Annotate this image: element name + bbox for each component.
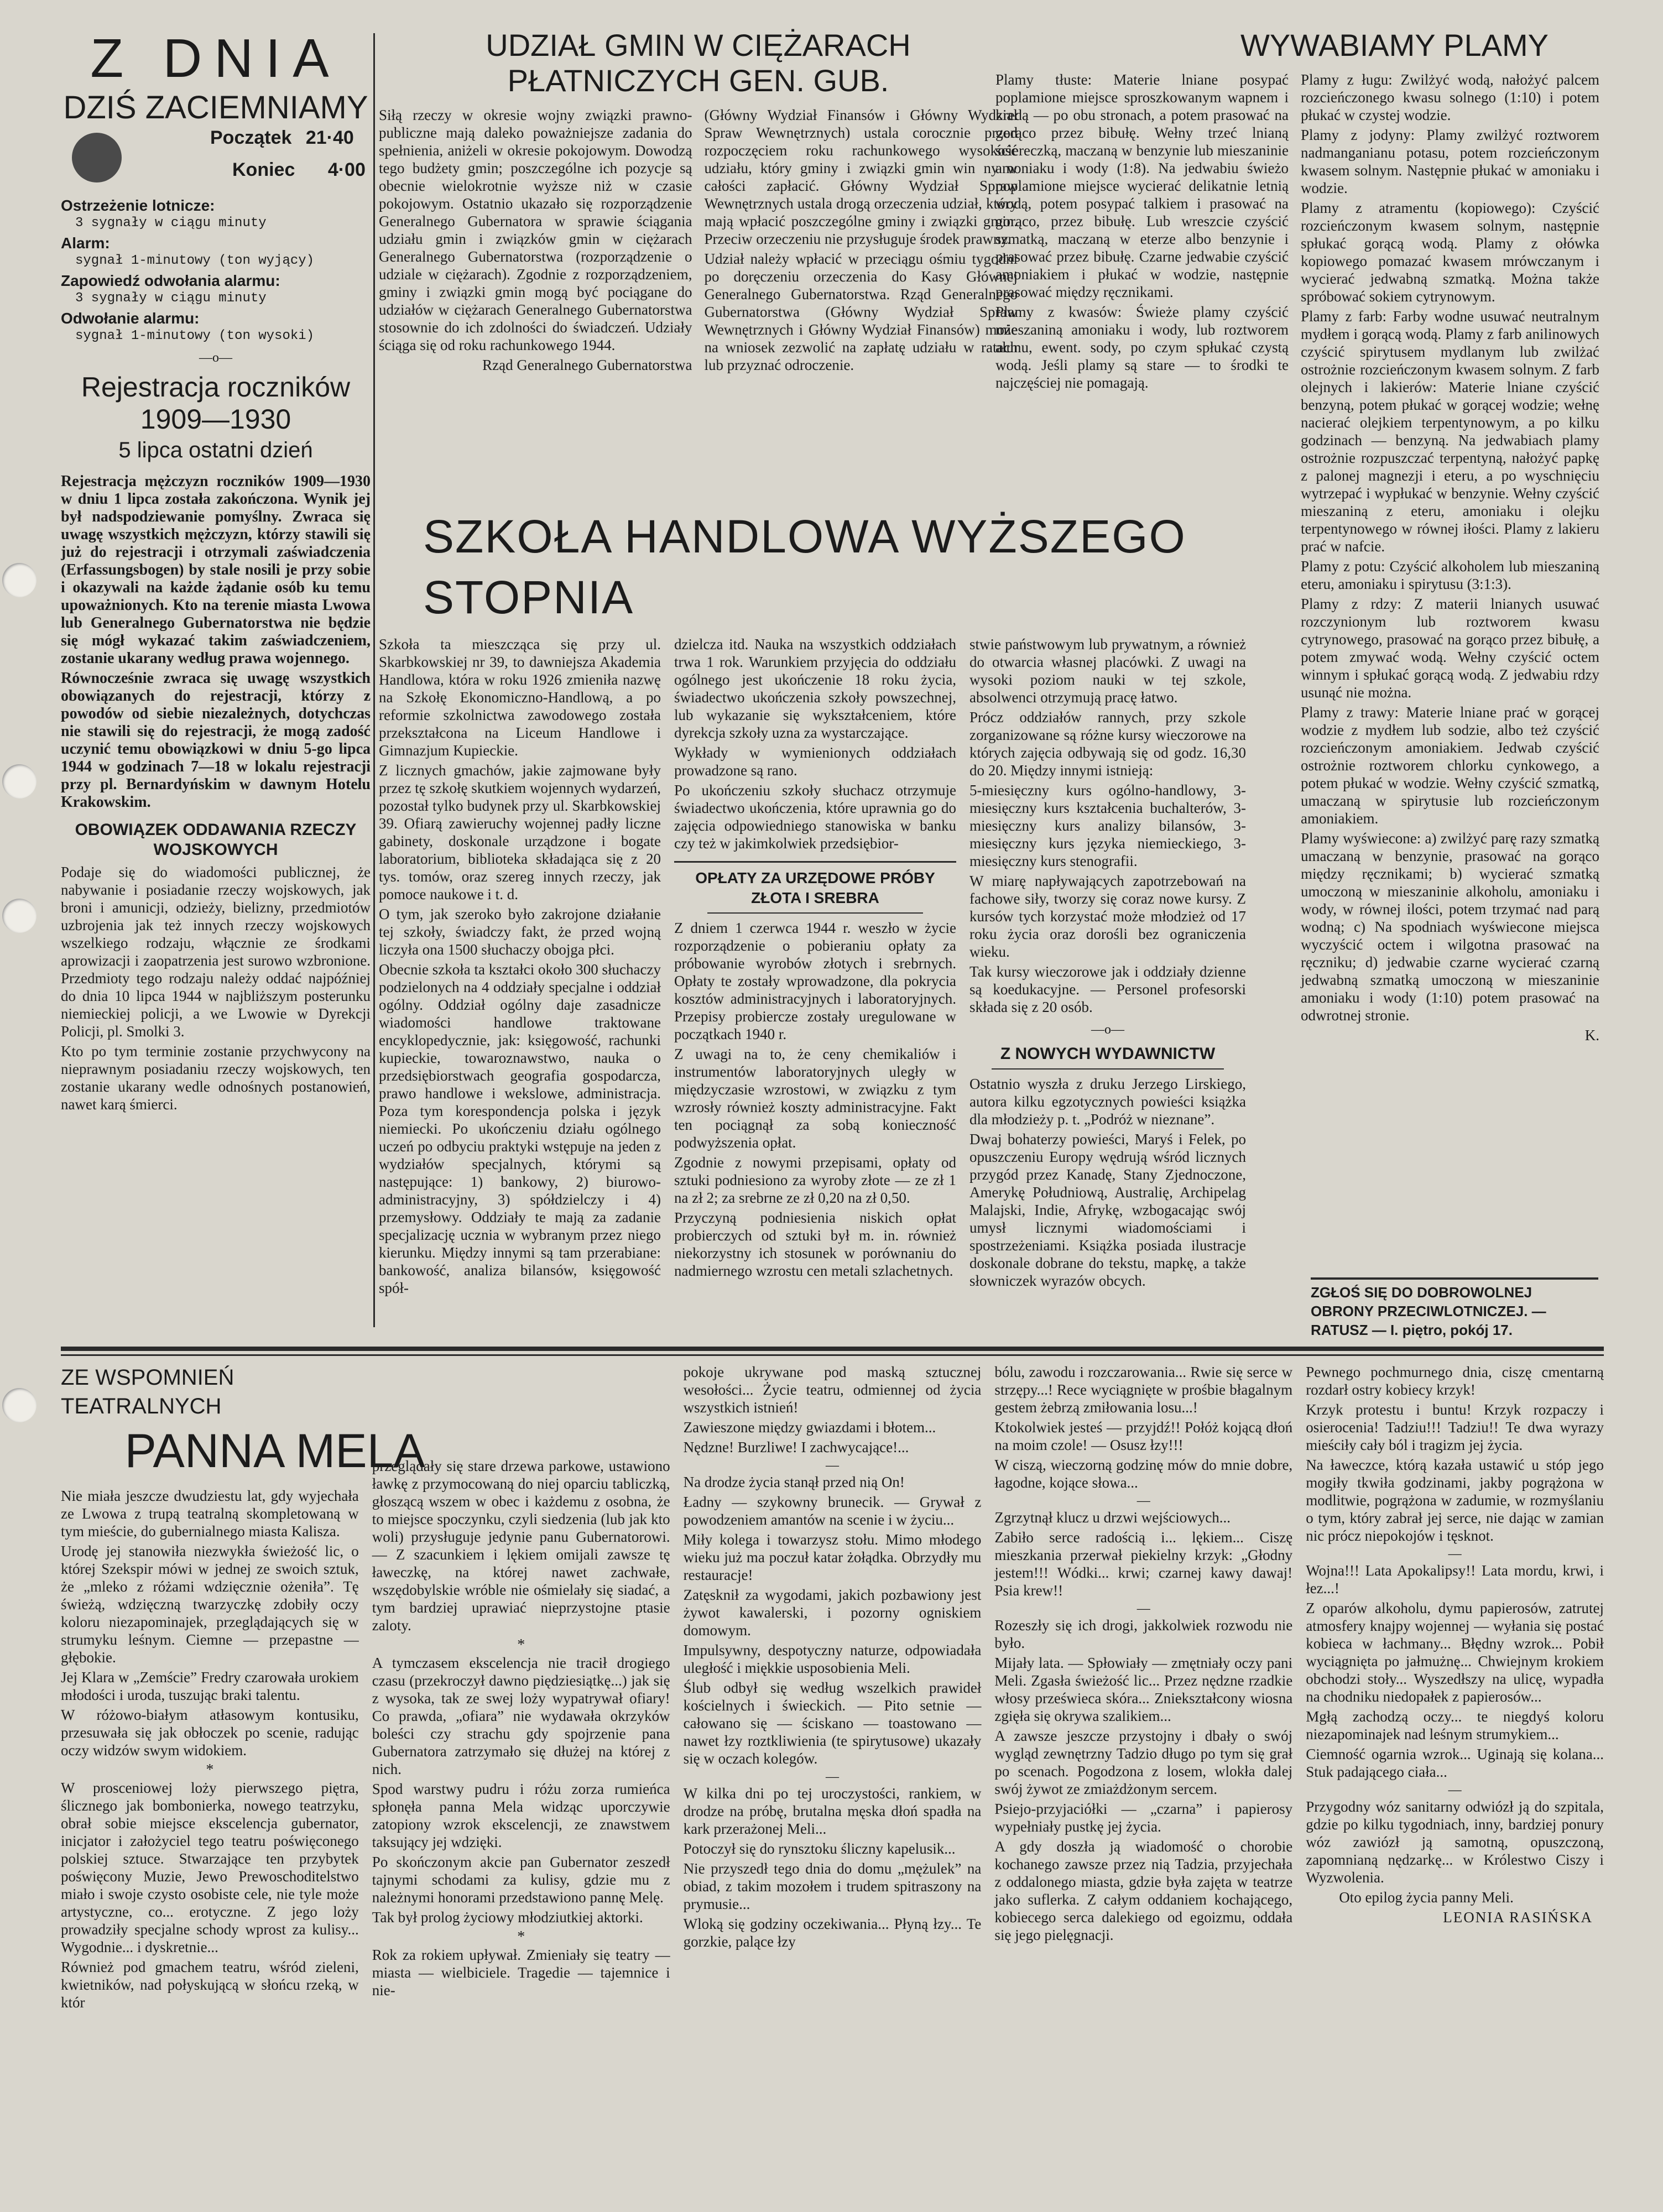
gminy-text: Udział należy wpłacić w przeciągu ośmiu tygodni po doręczeniu orzeczenia do Kasy Głównej Generalnego Gubernatorstwa. Rząd Generalnego Gubernatorstwa (Główny Wydział Spraw Wewnętrznych i Główny Wydział Finansów) może na wniosek zezwolić na zapłatę udziału w ratach lub przyznać odroczenie. bbox=[704, 251, 1018, 373]
binder-hole bbox=[2, 764, 37, 799]
szkola-text: Obecnie szkoła ta kształci około 300 słuchaczy podzielonych na 4 oddziały specjalne i oddział ogólny. Oddział ogólny daje zasadnicze wiadomości handlowe traktowane encyklopedycznie, jak: księgowość, rachunki kupieckie, towaroznawstwo, nauka o przedsiębiorstwach geografia gospodarcza, prawo handlowe i wekslowe, administracja. Poza tym korespondencja polska i język niemiecki. Po ukończeniu działu ogólnego uczeń po odbyciu praktyki wstępuje na jeden z wydziałów specjalnych, którymi są następujące: 1) bankowy, 2) biurowo-administracyjny, 3) spółdzielczy i 4) przemysłowy. Oddziały te mają za zadanie specjalizację ucznia w wybranym przez niego kierunku. Między innymi są tam przerabiane: bankowość, analiza bilansów, księgowość spół- bbox=[379, 961, 661, 1296]
story-text: Ciemność ogarnia wzrok... Uginają się kolana... Stuk padającego ciała... bbox=[1306, 1746, 1604, 1780]
szkola-text: stwie państwowym lub prywatnym, a również do otwarcia własnej placówki. Z uwagi na wysoki poziom nauki w tej szkole, absolwenci otrzymują pracę łatwo. bbox=[969, 636, 1246, 706]
plamy-text: Plamy z ługu: Zwilżyć wodą, nałożyć palcem rozcieńczonego kwasu solnego (1:10) i potem płukać w czystej wodzie. bbox=[1301, 71, 1599, 123]
story-text: Na ławeczce, którą kazała ustawić u stóp jego mogiły tkwiła godzinami, jakby pogrążona w modlitwie, pogrążona w zadumie, w rozmyślaniu o tym, który zabrał jej serce, nie dając w zamian nic prócz niepokojów i tęsknot. bbox=[1306, 1457, 1604, 1544]
binder-hole bbox=[2, 1388, 37, 1422]
story-text: przeglądały się stare drzewa parkowe, ustawiono ławkę z przymocowaną do niej oparciu tabliczką, głoszącą wszem w obec i każdemu z osobna, że to miejsce spoczynku, czyli siedzenia (lub jak kto woli) przysługuje jedynie panu Gubernatorowi. — Z szacunkiem i lękiem omijali zawsze tę ławeczkę, na której nawet zachwałe, wszędobylskie wróble nie ośmielały się siadać, a tym bardziej uprawiać nieprzystojne ptasie zaloty. bbox=[372, 1458, 670, 1634]
szkola-text: Z licznych gmachów, jakie zajmowane były przez tę szkołę skutkiem wojennych wydarzeń, pozostał tylko budynek przy ul. Skarbkowskiej 39. Ofiarą zawieruchy wojennej padły liczne gabinety, doskonale urządzone i bogate laboratorium, biblioteka składająca się z 20 tys. tomów, oraz szereg innych rzeczy, jak pomoce naukowe i t. d. bbox=[379, 762, 661, 902]
story-text: Zgrzytnął klucz u drzwi wejściowych... bbox=[994, 1509, 1231, 1526]
alarm-warnings bbox=[61, 197, 371, 345]
story-text: Z oparów alkoholu, dymu papierosów, zatrutej atmosfery knajpy wojennej — wyłania się postać kobieca w łachmany... Błędny wzrok... Pobił wyciągnięta po jałmużnę... Chwiejnym krokiem obchodzi stoły... Wyszedłszy na ulicę, wypadła na chodniku niedopałek z papierosów... bbox=[1306, 1600, 1604, 1705]
story-text: W różowo-białym atłasowym kontusiku, przesuwała się jak obłoczek po scenie, radując oczy widzów swym widokiem. bbox=[61, 1707, 359, 1759]
szkola-text: Po ukończeniu szkoły słuchacz otrzymuje świadectwo ukończenia, które uprawnia go do zajęcia odpowiedniego stanowiska w banku czy też w jakimkolwiek przedsiębior- bbox=[674, 782, 956, 852]
szkola-text: W miarę napływających zapotrzebowań na fachowe siły, tworzy się coraz nowe kursy. Z kursów tych korzystać może młodzież od 17 roku życia oraz dorośli bez ograniczenia wieku. bbox=[969, 873, 1246, 960]
story-signature: LEONIA RASIŃSKA bbox=[1443, 1909, 1593, 1926]
story-text: Rozeszły się ich drogi, jakkolwiek rozwodu nie było. bbox=[994, 1617, 1293, 1651]
story-text: W ciszą, wieczorną godzinę mów do mnie dobre, łagodne, kojące słowa... bbox=[994, 1457, 1293, 1491]
end-time: 4·00 bbox=[327, 159, 366, 180]
oplaty-text: Z uwagi na to, że ceny chemikaliów i instrumentów laboratoryjnych uległy w międzyczasie wzrostowi, w związku z tym wzrosły również koszty administracyjne. Fakt ten pociągnął za sobą konieczność podwyższenia opłat. bbox=[674, 1046, 956, 1151]
szkola-text: O tym, jak szeroko było zakrojone działanie tej szkoły, świadczy fakt, że przed wojną liczyła ona 1500 słuchaczy obojga płci. bbox=[379, 906, 661, 958]
story-text: Ładny — szykowny brunecik. — Grywał z powodzeniem amantów na scenie i w życiu... bbox=[683, 1494, 982, 1528]
story-text: Tak był prolog życiowy młodziutkiej aktorki. bbox=[372, 1909, 643, 1926]
start-time: 21·40 bbox=[305, 127, 354, 148]
plamy-text: Plamy z jodyny: Plamy zwilżyć roztworem nadmanganianu potasu, potem rozcieńczonym kwasem solnym. Następnie płukać w amoniaku i wodzie. bbox=[1301, 127, 1599, 196]
wydawnictw-title: Z NOWYCH WYDAWNICTW bbox=[1000, 1045, 1216, 1063]
story-text: Przygodny wóz sanitarny odwiózł ją do szpitala, gdzie po kilku tygodniach, inny, bardziej ponury wóz zawiózł ją samotną, opuszczoną, zapomnianą nędzarkę... w Królestwo Ciszy i Wyzwolenia. bbox=[1306, 1798, 1604, 1886]
wydawnictw-text: Ostatnio wyszła z druku Jerzego Lirskiego, autora kilku egzotycznych powieści książka dla młodzieży p. t. „Podróż w nieznane”. bbox=[969, 1076, 1246, 1128]
ad-obrona-text: ZGŁOŚ SIĘ DO DOBROWOLNEJ OBRONY PRZECIWLOTNICZEJ. — RATUSZ — I. piętro, pokój 17. bbox=[1311, 1284, 1546, 1338]
story-text: Wojna!!! Lata Apokalipsy!! Lata mordu, krwi, i łez...! bbox=[1306, 1562, 1604, 1597]
plamy-text: Plamy z trawy: Materie lniane prać w gorącej wodzie z mydłem lub sodzie, albo też czyścić rozcieńczonym amoniakiem. Jedwab czyścić ostrożnie roztworem chlorku cynkowego, a potem płukać w wodzie. Wełny czyścić szmatką, umaczaną w spirytusie lub rozcieńczonym amoniakiem. bbox=[1301, 704, 1599, 827]
story-text: Potoczył się do rynsztoku śliczny kapelusik... bbox=[683, 1840, 956, 1857]
story-text: bólu, zawodu i rozczarowania... Rwie się serce w strzępy...! Rece wyciągnięte w prośbie błagalnym gestem żebrzą zmiłowania losu...! bbox=[994, 1364, 1293, 1416]
story-text: Również pod gmachem teatru, wśród zieleni, kwietników, nad połyskującą w słońcu rzeką, w któr bbox=[61, 1959, 359, 2011]
szkola-article: SZKOŁA HANDLOWA WYŻSZEGO STOPNIA Szkoła ta mieszcząca się przy ul. Skarbkowskiej nr 39, to dawniejsza Akademia Handlowa, która w roku 1926 zmieniła nazwę na Szkołę Ekonomiczno-Handlową, a po reformie szkolnictwa zawodowego została przekształcona na Liceum Handlowe i Gimnazjum Kupieckie. Z licznych gmachów, jakie zajmowane były przez tę szkołę skutkiem wojennych wydarzeń, pozostał tylko budynek przy ul. Skarbkowskiej 39. Ofiarą zawieruchy wojennej padły liczne gabinety, doskonale urządzone i bogate laboratorium, biblioteka składająca się z 20 tys. tomów, oraz szereg innych rzeczy, jak pomoce naukowe i t. d. O tym, jak szeroko było zakrojone działanie tej szkoły, świadczy fakt, że przed wojną liczyła ona 1500 słuchaczy obojga płci. Obecnie szkoła ta kształci około 300 słuchaczy podzielonych na 4 oddziały specjalne i oddział ogólny. Oddział ogólny daje zasadnicze wiadomości handlowe traktowane encyklopedycznie, jak: księgowość, rachunki kupieckie, towaroznawstwo, nauka o przedsiębiorstwach geografia gospodarcza, prawo handlowe i wekslowe, administracja. Poza tym korespondencja polska i język niemiecki. Po ukończeniu działu ogólnego uczeń po odbyciu praktyki wstępuje na jeden z wydziałów specjalnych, którymi są następujące: 1) bankowy, 2) biurowo-administracyjny, 3) spółdzielczy i 4) przemysłowy. Oddziały te mają za zadanie specjalizację ucznia w wybranym przez niego kierunku. Między innymi są tam przerabiane: bankowość, analiza bilansów, księgowość spół- dzielcza itd. Nauka na wszystkich oddziałach trwa 1 rok. Warunkiem przyjęcia do oddziału ogólnego jest ukończenie 18 roku życia, świadectwo ukończenia szkoły powszechnej, lub wykazanie się wykształceniem, które dyrekcja szkoły uzna za wystarczające. Wykłady w wymienionych oddziałach prowadzone są rano. Po ukończeniu szkoły słuchacz otrzymuje świadectwo ukończenia, które uprawnia go do zajęcia odpowiedniego stanowiska w banku czy też w jakimkolwiek przedsiębior- OPŁATY ZA URZĘDOWE PRÓBY ZŁOTA I SREBRA Z dniem 1 czerwca 1944 r. weszło w życie rozporządzenie o pobieraniu opłaty za próbowanie wyrobów złotych i srebrnych. Opłaty te zostały wprowadzone, dla pokrycia kosztów administracyjnych i laboratoryjnych. Przepisy probiercze zostały uregulowane w początkach 1940 r. Z uwagi na to, że ceny chemikaliów i instrumentów laboratoryjnych uległy w międzyczasie wzrostowi, w związku z tym wzrosły również koszty administracyjne. Fakt ten pociągnął za sobą konieczność podwyższenia opłat. Zgodnie z nowymi przepisami, opłaty od sztuki podniesiono za wyroby złote — ze zł 1 na zł 2; za srebrne ze zł 0,20 na zł 0,50. Przyczyną podniesienia niskich opłat probierczych od sztuki był m. in. również niekorzystny ich stosunek w porównaniu do nadmiernego wzrostu cen metali szlachetnych. stwie państwowym lub prywatnym, a również do otwarcia własnej placówki. Z uwagi na wysoki poziom nauki w tej szkole, absolwenci otrzymują pracę łatwo. Prócz oddziałów rannych, przy szkole zorganizowane są różne kursy wieczorowe na których zajęcia odbywają się od godz. 16,30 do 20. Między innymi istnieją: 5-miesięczny kurs ogólno-handlowy, 3-miesięczny kurs kształcenia buchalterów, 3-miesięczny kurs analizy bilansów, 3-miesięczny kurs języka niemieckiego, 3-miesięczny kurs stenografii. W miarę napływających zapotrzebowań na fachowe siły, tworzy się coraz nowe kursy. Z kursów tych korzystać może młodzież od 17 roku życia oraz dorośli bez ograniczenia wieku. Tak kursy wieczorowe jak i oddziały dzienne są koedukacyjne. — Personel profesorski składa się z 20 osób. —o— Z NOWYCH WYDAWNICTW Ostatnio wyszła z druku Jerzego Lirskiego, autora kilku egzotycznych powieści książka dla młodzieży p. t. „Podróż w nieznane”. Dwaj bohaterzy powieści, Maryś i Felek, po opuszczeniu Europy wędrują wśród licznych przygód przez Kanadę, Stany Zjednoczone, Amerykę Południową, Australię, Archipelag Malajski, Indie, Afrykę, wzbogacając swój umysł licznymi wiadomościami i spostrzeżeniami. Książka posiada ilustracje doskonale dobrane do tekstu, mapkę, a także słowniczek wyrazów obcych. bbox=[379, 506, 1264, 1335]
plamy-text: Plamy z atramentu (kopiowego): Czyścić rozcieńczonym kwasem solnym, następnie spłukać gorącą wodą. Plamy z ołówka kopiowego pomazać kwasem mrówczanym i wycierać jedwabną szmatką. Można także spróbować sokiem cytrynowym. bbox=[1301, 200, 1599, 305]
warning-text: 3 sygnały w ciągu minuty bbox=[75, 216, 267, 231]
blackout-times bbox=[61, 127, 371, 194]
military-paragraph: Podaje się do wiadomości publicznej, że nabywanie i posiadanie rzeczy wojskowych, jak broni i amunicji, odzieży, bielizny, przedmiotów uzbrojenia jak też innych rzeczy wojskowych wszelkiego rodzaju, włącznie ze środkami aprowizacji i zaopatrzenia jest surowo wzbronione. Przedmioty tego rodzaju należy oddać najpóźniej do dnia 10 lipca 1944 w najbliższym posterunku niemieckiej policji, a we Lwowie w Dyrekcji Policji, pl. Smolki 3. bbox=[61, 864, 371, 1040]
szkola-text: dzielcza itd. Nauka na wszystkich oddziałach trwa 1 rok. Warunkiem przyjęcia do oddziału ogólnego jest ukończenie 18 roku życia, świadectwo ukończenia szkoły powszechnej, lub wykazanie się wykształceniem, które dyrekcja szkoły uzna za wystarczające. bbox=[674, 636, 956, 741]
oplaty-title: OPŁATY ZA URZĘDOWE PRÓBY ZŁOTA I SREBRA bbox=[695, 869, 935, 906]
story-text: A gdy doszła ją wiadomość o chorobie kochanego zawsze przez nią Tadzia, przyjechała z oddalonego miasta, gdzie była zajęta w teatrze jako suflerka. Z całym oddaniem kochającego, kobiecego serca dalekiego od egoizmu, oddała się jego pielęgnacji. bbox=[994, 1838, 1293, 1943]
plamy-text: Plamy wyświecone: a) zwilżyć parę razy szmatką umaczaną w benzynie, prasować na gorąco między ręcznikami; b) wycierać szmatką umoczoną w mieszaninie alkoholu, amoniaku i wody, w równej ilości, potem trzymać nad parą wodną; c) Na spodniach wyświecone miejsca wyczyścić octem i wilgotna prasować na ręczniku; d) jedwabie czarne wycierać czarną jedwabną szmatką umoczoną w mieszaninie amoniaku i wody (1:10) potem prasować na odwrotnej stronie. bbox=[1301, 830, 1599, 1024]
story-text: Zawieszone między gwiazdami i błotem... bbox=[683, 1419, 936, 1436]
szkola-text: Tak kursy wieczorowe jak i oddziały dzienne są koedukacyjne. — Personel profesorski składa się z 20 osób. bbox=[969, 963, 1246, 1015]
szkola-text: Prócz oddziałów rannych, przy szkole zorganizowane są różne kursy wieczorowe na których zajęcia odbywają się od godz. 16,30 do 20. Między innymi istnieją: bbox=[969, 709, 1246, 779]
gminy-text: Siłą rzeczy w okresie wojny związki prawno-publiczne mają daleko poważniejsze zadania do spełnienia, aniżeli w okresie pokojowym. Dowodzą tego budżety gmin; poszczególne ich pozycje są obecnie wielokrotnie wyższe niż w czasie pokojowym. Ostatnio ukazało się rozporządzenie Generalnego Gubernatora w sprawie ściągania udziału gmin i związków gmin w ciężarach Generalnego Gubernatorstwa (rozporządzenie o udziale w ciężarach). Zgodnie z rozporządzeniem, gminy i związki gmin mogą być pociągane do udziałów w ciężarach Generalnego Gubernatorstwa stosownie do ich zdolności do świadczeń. Udziały ściąga się od roku rachunkowego 1944. bbox=[379, 107, 692, 353]
story-text: Urodę jej stanowiła niezwykła świeżość lic, o której Szekspir mówi w jednej ze swoich sztuk, że „mleko z różami wdzięcznie ożeniła”. Tę świeżą, wdzięczną twarzyczkę zdobiły oczy koloru niezapominajek, przeglądających się w strumyku leśnym. Ciemne — przepastne — głębokie. bbox=[61, 1543, 359, 1666]
blackout-heading: DZIŚ ZACIEMNIAMY bbox=[63, 90, 368, 126]
story-text: Nie miała jeszcze dwudziestu lat, gdy wyjechała ze Lwowa z trupą teatralną skompletowaną w tym mieście, do gubernialnego miasta Kalisza. bbox=[61, 1488, 359, 1540]
gminy-text: (Główny Wydział Finansów i Główny Wydział Spraw Wewnętrznych) ustala corocznie przed rozpoczęciem roku rachunkowego wysokość udziału, który gminy i związki gmin win ny w całości zapłacić. Główny Wydział Spraw Wewnętrznych ustala drogą orzeczenia udział, który mają wpłacić poszczególne gminy i związki gmin. Przeciw orzeczeniu nie przysługuje środek prawny. bbox=[704, 107, 1018, 247]
section-divider bbox=[61, 1347, 1604, 1351]
story-text: Ktokolwiek jesteś — przyjdź!! Połóż kojącą dłoń na moim czole! — Osusz łzy!!! bbox=[994, 1419, 1293, 1453]
warning-title: Ostrzeżenie lotnicze: bbox=[61, 197, 215, 214]
wydawnictw-text: Dwaj bohaterzy powieści, Maryś i Felek, po opuszczeniu Europy wędrują wśród licznych przygód przez Kanadę, Stany Zjednoczone, Amerykę Południową, Australię, Archipelag Malajski, Indie, Afrykę, wzbogacając swój umysł licznymi wiadomościami i spostrzeżeniami. Książka posiada ilustracje doskonale dobrane do tekstu, mapkę, a także słowniczek wyrazów obcych. bbox=[969, 1131, 1246, 1289]
story-text: Miły kolega i towarzysz stołu. Mimo młodego wieku już ma poczuł katar żołądka. Obrzydły mu restauracje! bbox=[683, 1531, 982, 1583]
story-text: Nędzne! Burzliwe! I zachwycające!... bbox=[683, 1439, 909, 1455]
military-title: OBOWIĄZEK ODDAWANIA RZECZY WOJSKOWYCH bbox=[75, 821, 357, 859]
story-text: A tymczasem ekscelencja nie tracił drogiego czasu (przekroczył dawno piędziesiątkę...) jak się z wysoka, tak ze swej loży wypatrywał ofiary! Co prawda, „ofiara” nie wydawała okrzyków boleści czy strachu gdy spojrzenie pana Gubernatora zatrzymało się dłużej na której z nich. bbox=[372, 1655, 670, 1777]
story-text: Psiejo-przyjaciółki — „czarna” i papierosy wypełniały pustkę jej życia. bbox=[994, 1801, 1293, 1835]
story-text: Wloką się godziny oczekiwania... Płyną łzy... Te gorzkie, palące łzy bbox=[683, 1916, 982, 1950]
warning-title: Alarm: bbox=[61, 234, 110, 252]
ad-obrona-box bbox=[1311, 1277, 1598, 1340]
szkola-title: SZKOŁA HANDLOWA WYŻSZEGO STOPNIA bbox=[423, 510, 1186, 623]
warning-text: 3 sygnały w ciągu minuty bbox=[75, 291, 267, 306]
plamy-article bbox=[995, 28, 1609, 1277]
warning-title: Odwołanie alarmu: bbox=[61, 310, 200, 327]
oplaty-text: Z dniem 1 czerwca 1944 r. weszło w życie rozporządzenie o pobieraniu opłaty za próbowanie wyrobów złotych i srebrnych. Opłaty te zostały wprowadzone, dla pokrycia kosztów administracyjnych i laboratoryjnych. Przepisy probiercze zostały uregulowane w początkach 1940 r. bbox=[674, 920, 956, 1042]
plamy-title: WYWABIAMY PLAMY bbox=[1240, 28, 1549, 62]
story-text: Mgłą zachodzą oczy... te niegdyś koloru niezapominajek nad leśnym strumykiem... bbox=[1306, 1708, 1604, 1743]
warning-title: Zapowiedź odwołania alarmu: bbox=[61, 272, 280, 289]
registration-paragraph: Rejestracja mężczyzn roczników 1909—1930 w dniu 1 lipca została zakończona. Wynik jej był nadspodziewanie pomyślny. Zwraca się uwagę wszystkich mężczyzn, którzy stawili się już do rejestracji i otrzymali zaświadczenia (Erfassungsbogen) by stale nosili je przy sobie i okazywali na każde żądanie osób ku temu upoważnionych. Kto na terenie miasta Lwowa lub Generalnego Gubernatorstwa nie będzie się mógł wykazać takim zaświadczeniem, zostanie ukarany według prawa wojennego. bbox=[61, 473, 371, 667]
end-label: Koniec bbox=[232, 159, 295, 180]
gminy-article bbox=[379, 28, 1018, 503]
szkola-text: Wykłady w wymienionych oddziałach prowadzone są rano. bbox=[674, 744, 956, 779]
plamy-text: Plamy z farb: Farby wodne usuwać neutralnym mydłem i gorącą wodą. Plamy z farb anilinowych czyścić spirytusem mydlanym lub zwilżać ostrożnie rozcieńczonym kwasem solnym. Z farb olejnych i lakierów: Materie lniane czyścić benzyną, potem płukać w gorącej wodzie; wełnę nacierać olejkiem terpentynowym, a po kilku godzinach — benzyną. Na jedwabiach plamy ostrożnie rozpuszczać terpentyną, nałożyć papkę z palonej magnezji i eteru, a po wyschnięciu wytrzepać i wypłukać w benzynie. Wełny czyścić mieszaniną z eteru, amoniaku i olejku terpentynowego w równej iłości. Plamy z lakieru prać w nafcie. bbox=[1301, 308, 1599, 555]
military-paragraph: Kto po tym terminie zostanie przychwycony na nieprawnym posiadaniu rzeczy wojskowych, ten zostanie ukarany wedle odnośnych postanowień, nawet karą śmierci. bbox=[61, 1043, 371, 1113]
separator: —o— bbox=[199, 351, 232, 365]
story-text: Pewnego pochmurnego dnia, ciszę cmentarną rozdarł ostry kobiecy krzyk! bbox=[1306, 1364, 1604, 1398]
story-text: Rok za rokiem upływał. Zmieniały się teatry — miasta — wielbiciele. Tragedie — tajemnice i nie- bbox=[372, 1947, 670, 1999]
plamy-signature: K. bbox=[1584, 1027, 1599, 1044]
start-label: Początek bbox=[210, 127, 292, 148]
story-text: W prosceniowej loży pierwszego piętra, ślicznego jak bombonierka, nowego teatrzyku, obrał sobie miejsce ekscelencja gubernator, inicjator i założyciel tego teatru poświęconego polskiej sztuce. Stwarzające ten przybytek poświęcony Muzie, Jewo Prewoschoditelstwo miało i swoje czysto osobiste cele, nie tyle może artystyczne, co... erotyczne. Z jego loży prowadziły specjalne schody wprost za kulisy... Wygodnie... i dyskretnie... bbox=[61, 1780, 359, 1955]
story-title: PANNA MELA bbox=[124, 1425, 425, 1478]
story-text: Oto epilog życia panny Meli. bbox=[1339, 1889, 1514, 1906]
plamy-text: Plamy z potu: Czyścić alkoholem lub mieszaniną eteru, amoniaku i spirytusu (3:1:3). bbox=[1301, 558, 1599, 592]
story-text: Mijały lata. — Spłowiały — zmętniały oczy pani Meli. Zgasła świeżość lic... Przez nędzne rzadkie włosy prześwieca skóra... Zniekształcony wiosna zgięła się okrywa szalikiem... bbox=[994, 1655, 1293, 1724]
oplaty-text: Zgodnie z nowymi przepisami, opłaty od sztuki podniesiono za wyroby złote — ze zł 1 na zł 2; za srebrne ze zł 0,20 na zł 0,50. bbox=[674, 1154, 956, 1206]
szkola-text: Szkoła ta mieszcząca się przy ul. Skarbkowskiej nr 39, to dawniejsza Akademia Handlowa, która w roku 1926 zmieniła nazwę na Szkołę Ekonomiczno-Handlową, a po reformie szkolnictwa zawodowego została przekształcona na Liceum Handlowe i Gimnazjum Kupieckie. bbox=[379, 636, 661, 759]
story-text: Impulsywny, despotyczny naturze, odpowiadała uległość i miękkie usposobienia Meli. bbox=[683, 1642, 982, 1676]
plamy-text: Plamy z kwasów: Świeże plamy czyścić mieszaniną amoniaku i wody, lub roztworem ałunu, ewent. sody, po czym spłukać czystą wodą. Jeśli plamy są stare — to środki te najczęściej nie pomagają. bbox=[995, 304, 1289, 391]
binder-hole bbox=[2, 563, 37, 597]
z-dnia-heading: Z DNIA bbox=[90, 28, 341, 88]
z-dnia-column bbox=[61, 28, 371, 1338]
story-section: ZE WSPOMNIEŃ TEATRALNYCH PANNA MELA Nie miała jeszcze dwudziestu lat, gdy wyjechała ze Lwowa z trupą teatralną skompletowaną w tym mieście, do gubernialnego miasta Kalisza. Urodę jej stanowiła niezwykła świeżość lic, o której Szekspir mówi w jednej ze swoich sztuk, że „mleko z różami wdzięcznie ożeniła”. Tę świeżą, wdzięczną twarzyczkę zdobiły oczy koloru niezapominajek, przeglądających się w strumyku leśnym. Ciemne — przepastne — głębokie. Jej Klara w „Zemście” Fredry czarowała urokiem młodości i uroda, tuszując braki talentu. W różowo-białym atłasowym kontusiku, przesuwała się jak obłoczek po scenie, radując oczy widzów swym widokiem. * W prosceniowej loży pierwszego piętra, ślicznego jak bombonierka, nowego teatrzyku, obrał sobie miejsce ekscelencja gubernator, inicjator i założyciel tego teatru poświęconego polskiej sztuce. Stwarzające ten przybytek poświęcony Muzie, Jewo Prewoschoditelstwo miało i swoje czysto osobiste cele, nie tyle może artystyczne, co... erotyczne. Z jego loży prowadziły specjalne schody wprost za kulisy... Wygodnie... i dyskretnie... Również pod gmachem teatru, wśród zieleni, kwietników, nad połyskującą w słońcu rzeką, w któr przeglądały się stare drzewa parkowe, ustawiono ławkę z przymocowaną do niej oparciu tabliczką, głoszącą wszem w obec i każdemu z osobna, że to miejsce spoczynku, czyli siedzenia (lub jak kto woli) przysługuje jedynie panu Gubernatorowi. — Z szacunkiem i lękiem omijali zawsze tę ławeczkę, na której nawet zachwałe, wszędobylskie wróble nie ośmielały się siadać, a tym bardziej uprawiać nieprzystojne ptasie zaloty. * A tymczasem ekscelencja nie tracił drogiego czasu (przekroczył dawno piędziesiątkę...) jak się z wysoka, tak ze swej loży wypatrywał ofiary! Co prawda, „ofiara” nie wydawała okrzyków boleści czy strachu gdy spojrzenie pana Gubernatora zatrzymało się dłużej na której z nich. Spod warstwy pudru i różu zorza rumieńca spłonęła panna Mela widząc uporczywie zatopiony wzrok ekscelencji, ze znawstwem taksujący jej wdzięki. Po skończonym akcie pan Gubernator zeszedł tajnymi schodami za kulisy, gdzie mu z należnymi honorami przedstawiono pannę Melę. Tak był prolog życiowy młodziutkiej aktorki. * Rok za rokiem upływał. Zmieniały się teatry — miasta — wielbiciele. Tragedie — tajemnice i nie- pokoje ukrywane pod maską sztucznej wesołości... Życie teatru, odmiennej od życia wszystkich istnień! Zawieszone między gwiazdami i błotem... Nędzne! Burzliwe! I zachwycające!... — Na drodze życia stanął przed nią On! Ładny — szykowny brunecik. — Grywał z powodzeniem amantów na scenie i w życiu... Miły kolega i towarzysz stołu. Mimo młodego wieku już ma poczuł katar żołądka. Obrzydły mu restauracje! Zatęsknił za wygodami, jakich pozbawiony jest żywot kawalerski, i pozorny ogniskiem domowym. Impulsywny, despotyczny naturze, odpowiadała uległość i miękkie usposobienia Meli. Ślub odbył się według wszelkich prawideł kościelnych i świeckich. — Pito setnie — całowano się — ściskano — toastowano — nawet łzy roztkliwienia (te spirytusowe) ukazały się w oczach kolegów. — W kilka dni po tej uroczystości, rankiem, w drodze na próbę, brutalna męska dłoń spadła na kark przerażonej Meli... Potoczył się do rynsztoku śliczny kapelusik... Nie przyszedł tego dnia do domu „mężulek” na obiad, z takim mozołem i trudem spitraszony na prymusie... Wloką się godziny oczekiwania... Płyną łzy... Te gorzkie, palące łzy bólu, zawodu i rozczarowania... Rwie się serce w strzępy...! Rece wyciągnięte w prośbie błagalnym gestem żebrzą zmiłowania losu...! Ktokolwiek jesteś — przyjdź!! Połóż kojącą dłoń na moim czole! — Osusz łzy!!! W ciszą, wieczorną godzinę mów do mnie dobre, łagodne, kojące słowa... — Zgrzytnął klucz u drzwi wejściowych... Zabiło serce radością i... lękiem... Ciszę mieszkania przerwał piekielny krzyk: „Głodny jestem!!! Wódki... krwi; czarnej kawy dawaj! Psia krew!! — Rozeszły się ich drogi, jakkolwiek rozwodu nie było. Mijały lata. — Spłowiały — zmętniały oczy pani Meli. Zgasła świeżość lic... Przez nędzne rzadkie włosy prześwieca skóra... Zniekształcony wiosna zgięła się okrywa szalikiem... A zawsze jeszcze przystojny i dbały o swój wygląd zewnętrzny Tadzio długo po tym się grał po scenach. Pogodzona z losem, wlokła dalej swój żywot ze zmiażdżonym sercem. Psiejo-przyjaciółki — „czarna” i papierosy wypełniały pustkę jej życia. A gdy doszła ją wiadomość o chorobie kochanego zawsze przez nią Tadzia, przyjechała z oddalonego miasta, gdzie była zajęta w teatrze jako suflerka. Z całym oddaniem kochającego, kobiecego serca dalekiego od egoizmu, oddała się jego pielęgnacji. Pewnego pochmurnego dnia, ciszę cmentarną rozdarł ostry kobiecy krzyk! Krzyk protestu i buntu! Krzyk rozpaczy i osierocenia! Tadziu!!! Tadziu!! Te dwa wyrazy mieściły cały ból i tragizm jej życia. Na ławeczce, którą kazała ustawić u stóp jego mogiły tkwiła godzinami, jakby pogrążona w modlitwie, pogrążona w zadumie, w rozmyślaniu o tym, który zabrał jej serce, nie dając w zamian nic prócz niepokojów i tęsknot. — Wojna!!! Lata Apokalipsy!! Lata mordu, krwi, i łez...! Z oparów alkoholu, dymu papierosów, zatrutej atmosfery knajpy wojennej — wyłania się postać kobieca w łachmany... Błędny wzrok... Pobił wyciągnięta po jałmużnę... Chwiejnym krokiem obchodzi stoły... Wyszedłszy na ulicę, wypadła na chodniku niedopałek z papierosów... Mgłą zachodzą oczy... te niegdyś koloru niezapominajek nad leśnym strumykiem... Ciemność ogarnia wzrok... Uginają się kolana... Stuk padającego ciała... — Przygodny wóz sanitarny odwiózł ją do szpitala, gdzie po kilku tygodniach, inny, bardziej ponury wóz zawiózł ją samotną, opuszczoną, zapomnianą nędzarkę... w Królestwo Ciszy i Wyzwolenia. Oto epilog życia panny Meli. LEONIA RASIŃSKA bbox=[61, 1364, 1604, 2011]
story-text: Ślub odbył się według wszelkich prawideł kościelnych i świeckich. — Pito setnie — całowano się — ściskano — toastowano — nawet łzy roztkliwienia (te spirytusowe) ukazały się w oczach kolegów. bbox=[683, 1679, 982, 1767]
story-text: Nie przyszedł tego dnia do domu „mężulek” na obiad, z takim mozołem i trudem spitraszony na prymusie... bbox=[683, 1860, 982, 1912]
warning-text: sygnał 1-minutowy (ton wysoki) bbox=[75, 328, 315, 343]
szkola-text: 5-miesięczny kurs ogólno-handlowy, 3-miesięczny kurs kształcenia buchalterów, 3-miesięczny kurs analizy bilansów, 3-miesięczny kurs języka niemieckiego, 3-miesięczny kurs stenografii. bbox=[969, 782, 1246, 869]
story-text: Zabiło serce radością i... lękiem... Ciszę mieszkania przerwał piekielny krzyk: „Głodny jestem!!! Wódki... krwi; czarnej kawy dawaj! Psia krew!! bbox=[994, 1529, 1293, 1599]
story-text: Zatęsknił za wygodami, jakich pozbawiony jest żywot kawalerski, i pozorny ogniskiem domowym. bbox=[683, 1587, 982, 1639]
binder-hole bbox=[2, 899, 37, 933]
warning-text: sygnał 1-minutowy (ton wyjący) bbox=[75, 253, 315, 268]
story-text: Po skończonym akcie pan Gubernator zeszedł tajnymi schodami za kulisy, gdzie mu z należnymi honorami przedstawiono pannę Melę. bbox=[372, 1854, 670, 1906]
story-text: A zawsze jeszcze przystojny i dbały o swój wygląd zewnętrzny Tadzio długo po tym się grał po scenach. Pogodzona z losem, wlokła dalej swój żywot ze zmiażdżonym sercem. bbox=[994, 1728, 1293, 1797]
plamy-text: Plamy z rdzy: Z materii lnianych usuwać rozczynionym lub roztworem kwasu cytrynowego, prasować na gorąco przez bibułę, a potem zmywać wodą. Wełny czyścić octem winnym i spłukać gorącą wodą. Z jedwabiu rdzy usunąć nie można. bbox=[1301, 596, 1599, 701]
section-divider bbox=[61, 1354, 1604, 1356]
story-text: pokoje ukrywane pod maską sztucznej wesołości... Życie teatru, odmiennej od życia wszystkich istnień! bbox=[683, 1364, 982, 1416]
story-text: Spod warstwy pudru i różu zorza rumieńca spłonęła panna Mela widząc uporczywie zatopiony wzrok ekscelencji, ze znawstwem taksujący jej wdzięki. bbox=[372, 1781, 670, 1850]
gminy-text: Rząd Generalnego Gubernatorstwa bbox=[482, 357, 692, 373]
moon-icon bbox=[72, 133, 122, 182]
registration-title: Rejestracja roczników 1909—1930 bbox=[81, 372, 351, 435]
story-text: Na drodze życia stanął przed nią On! bbox=[683, 1474, 905, 1490]
story-text: Krzyk protestu i buntu! Krzyk rozpaczy i osierocenia! Tadziu!!! Tadziu!! Te dwa wyrazy mieściły cały ból i tragizm jej życia. bbox=[1306, 1401, 1604, 1453]
story-text: W kilka dni po tej uroczystości, rankiem, w drodze na próbę, brutalna męska dłoń spadła na kark przerażonej Meli... bbox=[683, 1785, 982, 1837]
story-text: Jej Klara w „Zemście” Fredry czarowała urokiem młodości i uroda, tuszując braki talentu. bbox=[61, 1669, 359, 1703]
column-divider bbox=[373, 33, 375, 1327]
story-section-label: ZE WSPOMNIEŃ TEATRALNYCH bbox=[61, 1365, 234, 1418]
registration-subtitle: 5 lipca ostatni dzień bbox=[118, 438, 313, 462]
plamy-text: Plamy tłuste: Materie lniane posypać poplamione miejsce sproszkowanym wapnem i kredą — po obu stronach, a potem prasować na gorąco przez bibułę. Wełny trzeć lnianą ściereczką, maczaną w benzynie lub mieszaninie amoniaku i wody (1:8). Na jedwabiu świeżo poplamione miejsce wycierać delikatnie letnią wodą, potem posypać talkiem i prasować na gorąco, przez bibułę. Lub wreszcie czyścić szmatką, maczaną w eterze albo benzynie i prasować przez bibułę. Czarne jedwabie czyścić amoniakiem i płukać w wodzie, następnie prasować między ręcznikami. bbox=[995, 71, 1289, 300]
oplaty-text: Przyczyną podniesienia niskich opłat probierczych od sztuki był m. in. również niekorzystny ich stosunek w porównaniu do nadmiernego wzrostu cen metali szlachetnych. bbox=[674, 1209, 956, 1279]
gminy-title: UDZIAŁ GMIN W CIĘŻARACH PŁATNICZYCH GEN. GUB. bbox=[486, 28, 911, 98]
registration-paragraph: Równocześnie zwraca się uwagę wszystkich obowiązanych do rejestracji, którzy z powodów od siebie niezależnych, dotychczas nie stawili się do rejestracji, że mogą zadość uczynić temu obowiązkowi w dniu 5-go lipca 1944 w godzinach 7—18 w lokalu rejestracji przy pl. Bernardyńskim w dawnym Hotelu Krakowskim. bbox=[61, 670, 371, 811]
